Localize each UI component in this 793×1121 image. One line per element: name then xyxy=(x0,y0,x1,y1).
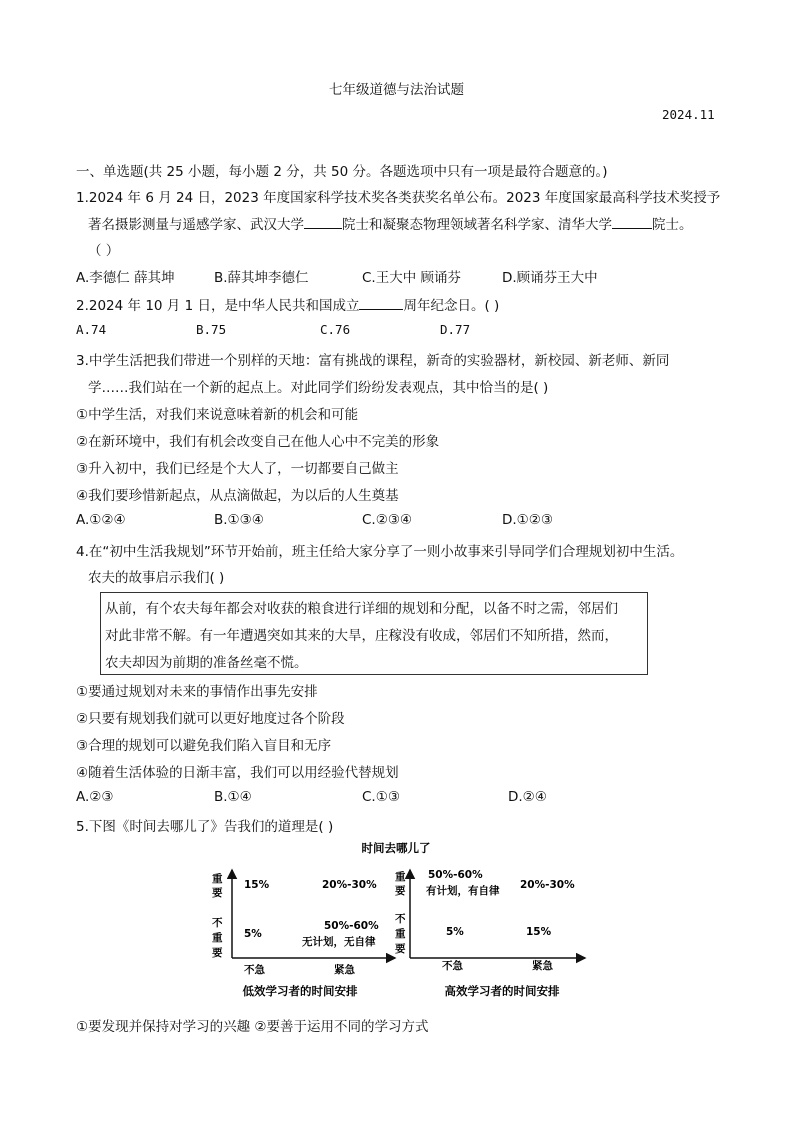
right-cell-unimportant-urgent: 15% xyxy=(526,926,552,938)
q1-line1: 1.2024 年 6 月 24 日，2023 年度国家科学技术奖各类获奖名单公布。2023 年度国家最高科学技术奖授予 xyxy=(76,190,721,206)
right-y-bottom-label-2: 重 xyxy=(395,928,406,940)
q1-line2 xyxy=(88,213,693,233)
q1-line2-part-b: 院士和凝聚态物理领域著名科学家、清华大学 xyxy=(342,217,612,233)
right-y-top-label: 重 xyxy=(395,871,406,883)
left-panel-caption: 低效学习者的时间安排 xyxy=(242,984,358,998)
q1-option-a[interactable]: A.李德仁 薛其坤 xyxy=(76,270,175,286)
right-x-left-label: 不急 xyxy=(442,960,463,972)
right-x-right-label: 紧急 xyxy=(532,960,553,972)
q5-statements-line: ①要发现并保持对学习的兴趣 ②要善于运用不同的学习方式 xyxy=(76,1019,429,1035)
q2-stem-part-b: 周年纪念日。( ) xyxy=(403,298,500,314)
q3-statement-4: ④我们要珍惜新起点，从点滴做起，为以后的人生奠基 xyxy=(76,488,399,504)
right-panel-caption: 高效学习者的时间安排 xyxy=(444,984,560,998)
q4-option-b[interactable]: B.①④ xyxy=(214,789,252,805)
left-cell-unimportant-not-urgent: 5% xyxy=(244,928,262,940)
right-y-top-label-2: 要 xyxy=(395,885,406,897)
right-y-bottom-label: 不 xyxy=(395,913,406,925)
right-cell-important-not-urgent-note: 有计划，有自律 xyxy=(426,885,500,897)
left-cell-unimportant-urgent-note: 无计划，无自律 xyxy=(302,936,376,948)
q4-statement-3: ③合理的规划可以避免我们陷入盲目和无序 xyxy=(76,738,332,754)
chart-title: 时间去哪儿了 xyxy=(361,841,431,855)
q2-stem xyxy=(76,294,499,314)
exam-date: 2024.11 xyxy=(662,107,715,122)
q3-statement-1: ①中学生活，对我们来说意味着新的机会和可能 xyxy=(76,407,359,423)
q4-statement-1: ①要通过规划对未来的事情作出事先安排 xyxy=(76,684,318,700)
right-y-bottom-label-3: 要 xyxy=(395,943,406,955)
q3-option-b[interactable]: B.①③④ xyxy=(214,512,264,528)
left-y-bottom-label-3: 要 xyxy=(212,947,223,959)
q2-stem-part-a: 2.2024 年 10 月 1 日，是中华人民共和国成立 xyxy=(76,298,360,314)
section-heading: 一、单选题(共 25 小题，每小题 2 分，共 50 分。各题选项中只有一项是最符合题意的。) xyxy=(76,164,608,180)
q3-option-a[interactable]: A.①②④ xyxy=(76,512,126,528)
left-y-bottom-label-2: 重 xyxy=(212,932,223,944)
answer-blank xyxy=(359,297,403,310)
q4-line2: 农夫的故事启示我们( ) xyxy=(88,570,225,586)
q3-statement-3: ③升入初中，我们已经是个大人了，一切都要自己做主 xyxy=(76,461,399,477)
q4-option-a[interactable]: A.②③ xyxy=(76,789,114,805)
q1-line2-part-c: 院士。 xyxy=(652,217,693,233)
left-x-right-label: 紧急 xyxy=(334,964,355,976)
answer-blank xyxy=(304,216,342,229)
right-cell-important-urgent: 20%-30% xyxy=(520,879,575,891)
story-line-2: 对此非常不解。有一年遭遇突如其来的大旱，庄稼没有收成，邻居们不知所措，然而， xyxy=(105,628,618,644)
q3-option-c[interactable]: C.②③④ xyxy=(362,512,413,528)
q1-option-c[interactable]: C.王大中 顾诵芬 xyxy=(362,270,462,286)
q3-line1: 3.中学生活把我们带进一个别样的天地：富有挑战的课程，新奇的实验器材，新校园、新老师、新同 xyxy=(76,353,670,369)
left-cell-unimportant-urgent: 50%-60% xyxy=(324,920,379,932)
left-y-top-label-2: 要 xyxy=(212,887,223,899)
q1-answer-paren: （ ） xyxy=(88,243,120,259)
q3-line2: 学……我们站在一个新的起点上。对此同学们纷纷发表观点，其中恰当的是( ) xyxy=(88,380,549,396)
right-cell-unimportant-not-urgent: 5% xyxy=(446,926,464,938)
q5-stem: 5.下图《时间去哪儿了》告我们的道理是( ) xyxy=(76,819,334,835)
q4-statement-4: ④随着生活体验的日渐丰富，我们可以用经验代替规划 xyxy=(76,765,399,781)
q4-option-d[interactable]: D.②④ xyxy=(508,789,547,805)
time-chart xyxy=(0,830,793,1010)
q3-statement-2: ②在新环境中，我们有机会改变自己在他人心中不完美的形象 xyxy=(76,434,440,450)
q2-option-d[interactable]: D.77 xyxy=(440,322,471,337)
right-cell-important-not-urgent: 50%-60% xyxy=(428,869,483,881)
answer-blank xyxy=(612,216,652,229)
left-cell-important-urgent: 20%-30% xyxy=(322,879,377,891)
page-title: 七年级道德与法治试题 xyxy=(329,82,464,98)
story-line-3: 农夫却因为前期的准备丝毫不慌。 xyxy=(105,655,308,671)
left-x-left-label: 不急 xyxy=(244,964,265,976)
story-box xyxy=(100,592,648,675)
q2-option-c[interactable]: C.76 xyxy=(320,322,351,337)
q4-option-c[interactable]: C.①③ xyxy=(362,789,400,805)
left-y-bottom-label: 不 xyxy=(212,917,223,929)
q2-option-b[interactable]: B.75 xyxy=(196,322,227,337)
q3-option-d[interactable]: D.①②③ xyxy=(502,512,553,528)
story-line-1: 从前，有个农夫每年都会对收获的粮食进行详细的规划和分配，以备不时之需，邻居们 xyxy=(105,601,618,617)
q4-statement-2: ②只要有规划我们就可以更好地度过各个阶段 xyxy=(76,711,345,727)
q1-line2-part-a: 著名摄影测量与遥感学家、武汉大学 xyxy=(88,217,304,233)
q1-option-d[interactable]: D.顾诵芬王大中 xyxy=(502,270,598,286)
q2-option-a[interactable]: A.74 xyxy=(76,322,107,337)
q1-option-b[interactable]: B.薛其坤李德仁 xyxy=(214,270,309,286)
q4-line1: 4.在“初中生活我规划”环节开始前，班主任给大家分享了一则小故事来引导同学们合理规划初中生活。 xyxy=(76,544,684,560)
left-cell-important-not-urgent: 15% xyxy=(244,879,270,891)
left-y-top-label: 重 xyxy=(212,873,223,885)
